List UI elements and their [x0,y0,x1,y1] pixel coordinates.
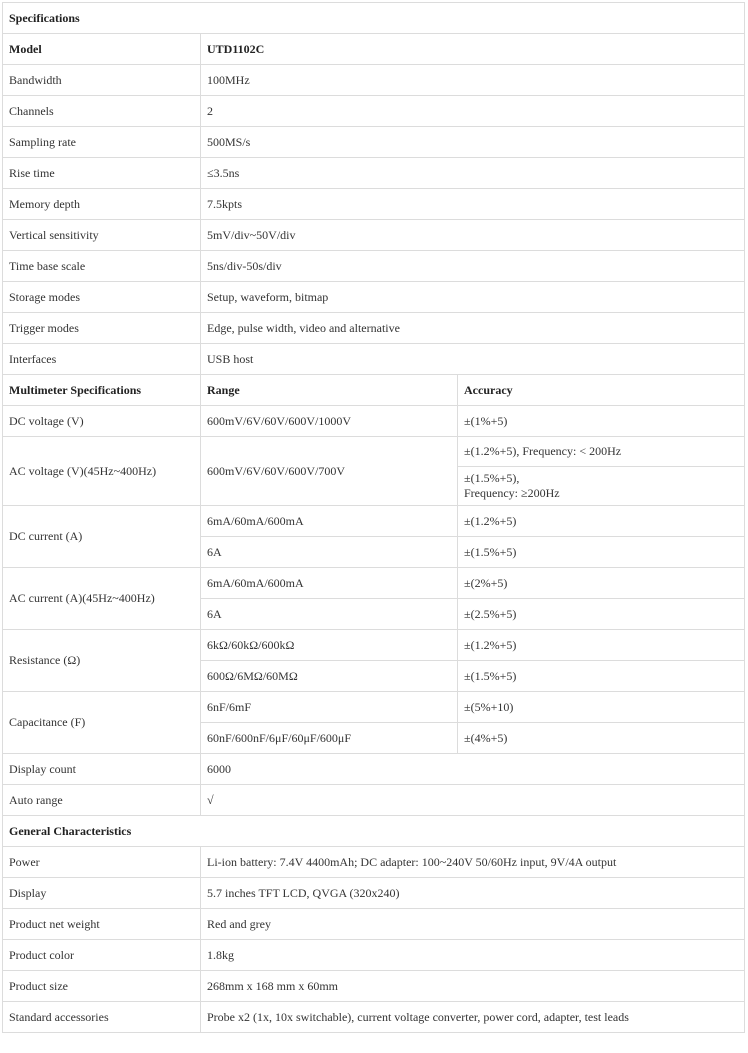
table-row [3,971,745,1002]
row-value: Edge, pulse width, video and alternative [201,313,745,344]
model-row [3,34,745,65]
table-row [3,630,745,661]
row-label: Time base scale [3,251,201,282]
row-value: Li-ion battery: 7.4V 4400mAh; DC adapter: 100~240V 50/60Hz input, 9V/4A output [201,847,745,878]
table-row [3,785,745,816]
table-row [3,189,745,220]
accuracy-value: ±(1.2%+5) [458,506,745,537]
table-row [3,437,745,467]
table-row [3,313,745,344]
row-label: AC voltage (V)(45Hz~400Hz) [3,437,201,506]
accuracy-line: ±(1.5%+5), [464,471,520,485]
row-label: Sampling rate [3,127,201,158]
row-label: Product size [3,971,201,1002]
range-value: 6kΩ/60kΩ/600kΩ [201,630,458,661]
table-row [3,692,745,723]
section-header-general [3,816,745,847]
row-value: 100MHz [201,65,745,96]
row-label: Interfaces [3,344,201,375]
row-value: 500MS/s [201,127,745,158]
table-row [3,754,745,785]
table-row [3,568,745,599]
accuracy-value: ±(1.5%+5) [458,537,745,568]
table-row [3,251,745,282]
model-value: UTD1102C [201,34,745,65]
row-value: Probe x2 (1x, 10x switchable), current voltage converter, power cord, adapter, test leads [201,1002,745,1033]
table-row [3,878,745,909]
table-row [3,96,745,127]
row-label: Display [3,878,201,909]
row-label: Display count [3,754,201,785]
accuracy-value: ±(2%+5) [458,568,745,599]
range-value: 6nF/6mF [201,692,458,723]
row-value: 5mV/div~50V/div [201,220,745,251]
table-row [3,344,745,375]
accuracy-value: ±(1.2%+5), Frequency: < 200Hz [458,437,745,467]
range-value: 6A [201,599,458,630]
accuracy-value: ±(2.5%+5) [458,599,745,630]
row-value: 5.7 inches TFT LCD, QVGA (320x240) [201,878,745,909]
row-value: Red and grey [201,909,745,940]
section-title: Multimeter Specifications [3,375,201,406]
row-value: 2 [201,96,745,127]
row-label: Power [3,847,201,878]
row-label: Resistance (Ω) [3,630,201,692]
row-label: Channels [3,96,201,127]
range-value: 6mA/60mA/600mA [201,568,458,599]
specifications-table [2,2,745,1033]
table-row [3,909,745,940]
section-header-multimeter [3,375,745,406]
table-row [3,65,745,96]
table-row [3,127,745,158]
row-label: Capacitance (F) [3,692,201,754]
range-value: 600mV/6V/60V/600V/1000V [201,406,458,437]
range-value: 60nF/600nF/6μF/60μF/600μF [201,723,458,754]
range-value: 600Ω/6MΩ/60MΩ [201,661,458,692]
model-label: Model [3,34,201,65]
section-title: Specifications [3,3,745,34]
row-label: Product net weight [3,909,201,940]
column-header-accuracy: Accuracy [458,375,745,406]
row-label: Vertical sensitivity [3,220,201,251]
row-label: AC current (A)(45Hz~400Hz) [3,568,201,630]
row-value: 268mm x 168 mm x 60mm [201,971,745,1002]
row-label: DC current (A) [3,506,201,568]
table-row [3,940,745,971]
row-label: Storage modes [3,282,201,313]
range-value: 6mA/60mA/600mA [201,506,458,537]
row-value: USB host [201,344,745,375]
table-row [3,506,745,537]
accuracy-value: ±(1.5%+5) [458,661,745,692]
row-value: 6000 [201,754,745,785]
table-row [3,406,745,437]
row-value: 7.5kpts [201,189,745,220]
range-value: 600mV/6V/60V/600V/700V [201,437,458,506]
table-row [3,158,745,189]
row-label: DC voltage (V) [3,406,201,437]
accuracy-line: Frequency: ≥200Hz [464,486,560,500]
accuracy-value: ±(5%+10) [458,692,745,723]
row-label: Memory depth [3,189,201,220]
section-header-specifications [3,3,745,34]
table-row [3,1002,745,1033]
accuracy-value: ±(1.2%+5) [458,630,745,661]
row-label: Product color [3,940,201,971]
row-label: Standard accessories [3,1002,201,1033]
accuracy-value [458,467,745,506]
table-row [3,220,745,251]
row-value: 5ns/div-50s/div [201,251,745,282]
range-value: 6A [201,537,458,568]
row-label: Auto range [3,785,201,816]
table-row [3,847,745,878]
accuracy-value: ±(1%+5) [458,406,745,437]
section-title: General Characteristics [3,816,745,847]
row-value: Setup, waveform, bitmap [201,282,745,313]
row-value: ≤3.5ns [201,158,745,189]
table-row [3,282,745,313]
row-label: Bandwidth [3,65,201,96]
row-value: √ [201,785,745,816]
accuracy-value: ±(4%+5) [458,723,745,754]
row-label: Rise time [3,158,201,189]
row-label: Trigger modes [3,313,201,344]
column-header-range: Range [201,375,458,406]
row-value: 1.8kg [201,940,745,971]
